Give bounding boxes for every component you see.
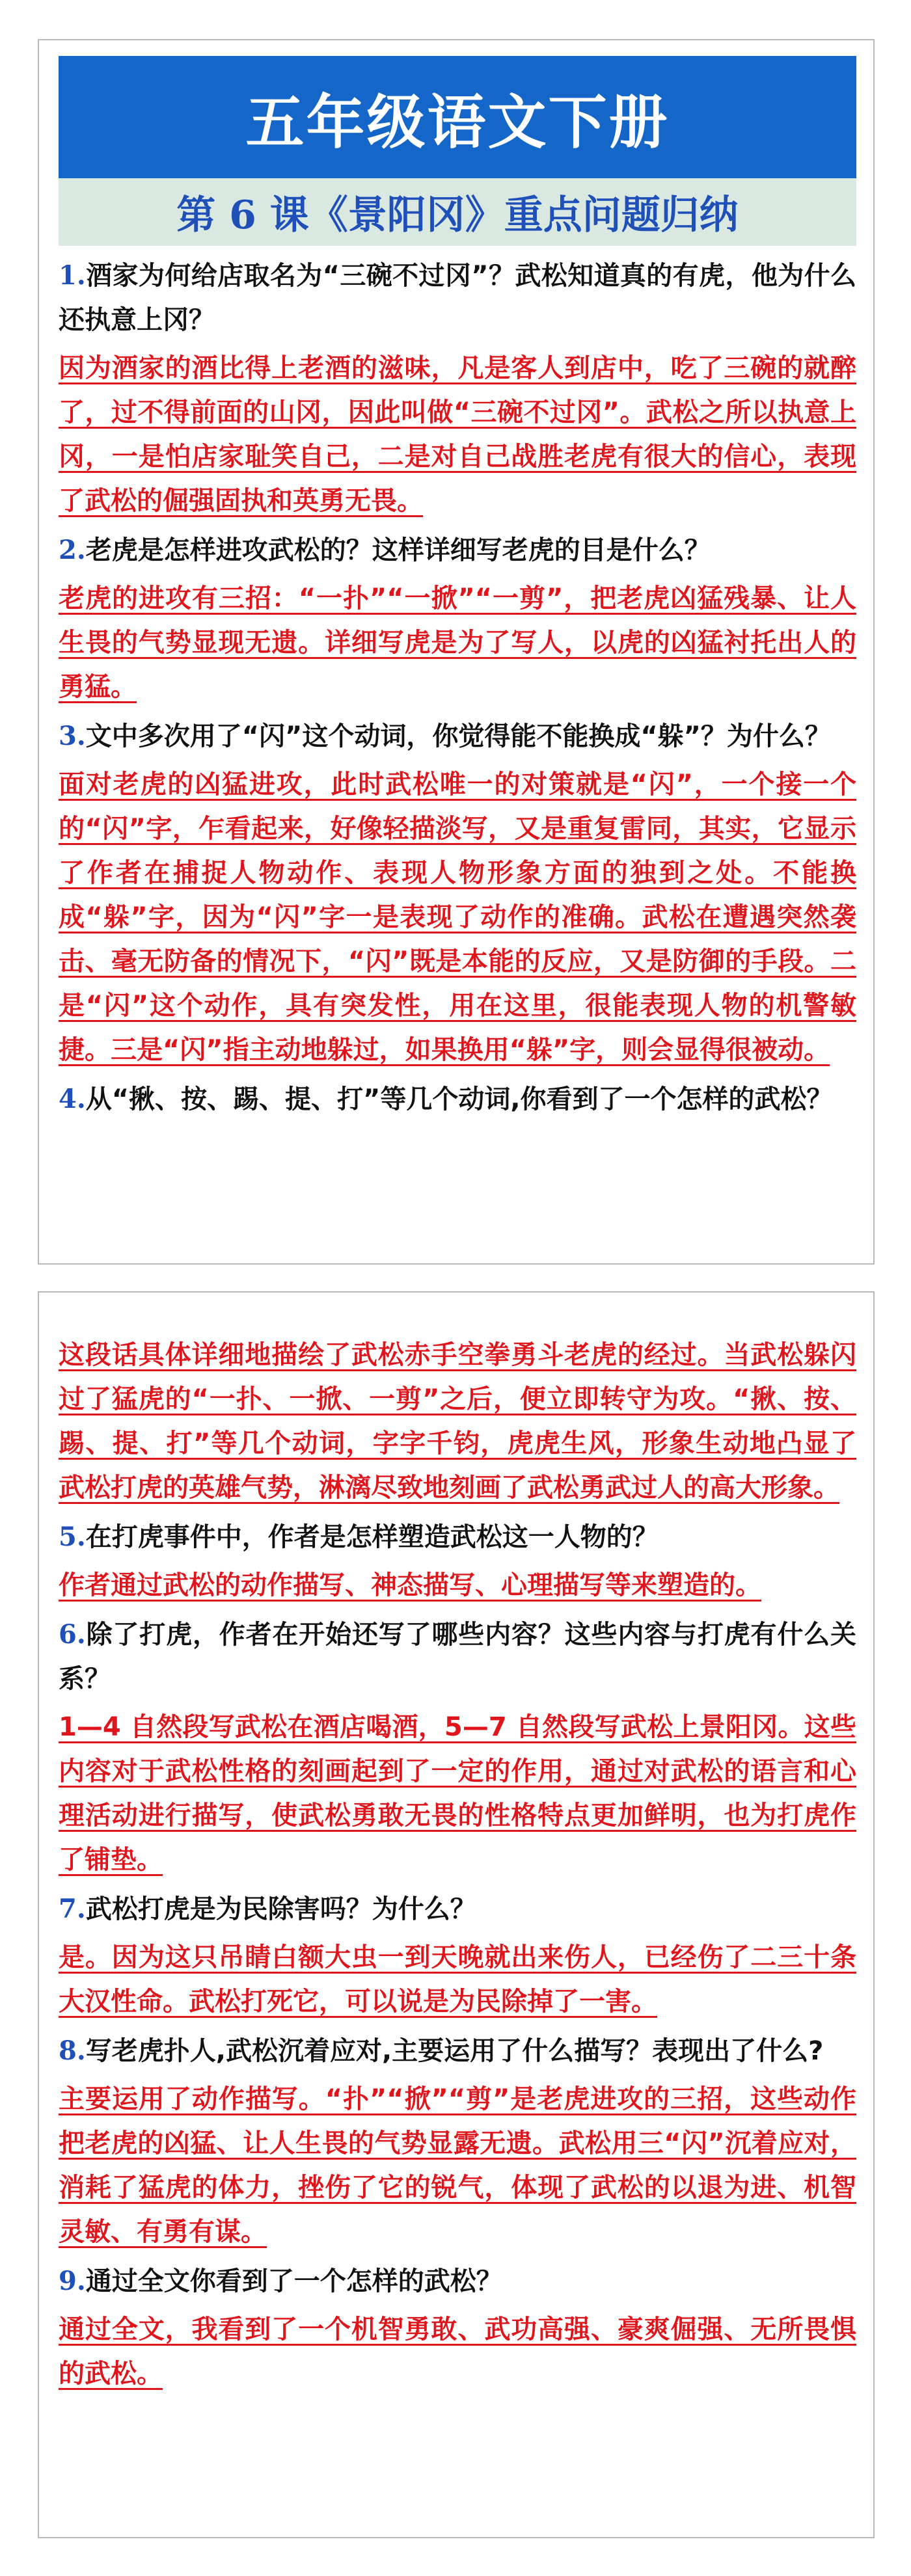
- question-text: 文中多次用了“闪”这个动词，你觉得能不能换成“躲”？为什么？: [85, 721, 831, 751]
- answer-1: [59, 346, 856, 523]
- answer-3: [59, 762, 856, 1072]
- answer-text: 是。因为这只吊睛白额大虫一到天晚就出来伤人，已经伤了二三十条大汉性命。武松打死它，可以说是为民除掉了一害。: [59, 1942, 856, 2017]
- question-text: 写老虎扑人,武松沉着应对,主要运用了什么描写？表现出了什么?: [85, 2036, 824, 2066]
- question-number: 6.: [59, 1619, 86, 1650]
- question-text: 酒家为何给店取名为“三碗不过冈”？武松知道真的有虎，他为什么还执意上冈？: [59, 261, 856, 335]
- question-number: 4.: [59, 1084, 86, 1114]
- qa-list-1: [59, 254, 856, 1125]
- answer-text: 作者通过武松的动作描写、神态描写、心理描写等来塑造的。: [59, 1570, 761, 1600]
- page-title: 五年级语文下册: [59, 56, 856, 178]
- question-text: 从“揪、按、踢、提、打”等几个动词,你看到了一个怎样的武松？: [85, 1084, 833, 1114]
- question-2: [59, 528, 856, 572]
- answer-7: [59, 1935, 856, 2024]
- question-number: 7.: [59, 1894, 86, 1924]
- question-text: 在打虎事件中，作者是怎样塑造武松这一人物的？: [85, 1522, 659, 1552]
- answer-text: 老虎的进攻有三招：“一扑”“一掀”“一剪”，把老虎凶猛残暴、让人生畏的气势显现无遗。详细写虎是为了写人，以虎的凶猛衬托出人的勇猛。: [59, 584, 856, 702]
- answer-2: [59, 576, 856, 709]
- question-5: [59, 1515, 856, 1559]
- question-3: [59, 714, 856, 758]
- question-8: [59, 2029, 856, 2073]
- answer-text: 1—4 自然段写武松在酒店喝酒，5—7 自然段写武松上景阳冈。这些内容对于武松性格的刻画起到了一定的作用，通过对武松的语言和心理活动进行描写，使武松勇敢无畏的性格特点更加鲜明，也为打虎作了铺垫。: [59, 1712, 856, 1875]
- answer-5: [59, 1563, 856, 1607]
- page-card-2: [38, 1291, 875, 2538]
- question-text: 武松打虎是为民除害吗？为什么？: [85, 1894, 476, 1924]
- question-6: [59, 1613, 856, 1701]
- question-1: [59, 254, 856, 342]
- question-number: 2.: [59, 535, 86, 565]
- question-7: [59, 1887, 856, 1931]
- question-text: 通过全文你看到了一个怎样的武松？: [85, 2266, 502, 2296]
- answer-text: 面对老虎的凶猛进攻，此时武松唯一的对策就是“闪”，一个接一个的“闪”字，乍看起来，好像轻描淡写，又是重复雷同，其实，它显示了作者在捕捉人物动作、表现人物形象方面的独到之处。不能换成“躲”字，因为“闪”字一是表现了动作的准确。武松在遭遇突然袭击、毫无防备的情况下，“闪”既是本能的反应，又是防御的手段。二是“闪”这个动作，具有突发性，用在这里，很能表现人物的机警敏捷。三是“闪”指主动地躲过，如果换用“躲”字，则会显得很被动。: [59, 770, 856, 1065]
- answer-8: [59, 2077, 856, 2254]
- question-text: 除了打虎，作者在开始还写了哪些内容？这些内容与打虎有什么关系？: [59, 1620, 856, 1694]
- answer-6: [59, 1705, 856, 1882]
- question-4: [59, 1077, 856, 1121]
- question-number: 3.: [59, 721, 86, 751]
- lesson-subtitle: 第 6 课《景阳冈》重点问题归纳: [59, 178, 856, 246]
- question-number: 1.: [59, 260, 86, 291]
- question-number: 8.: [59, 2035, 86, 2066]
- question-number: 5.: [59, 1522, 86, 1552]
- answer-text: 这段话具体详细地描绘了武松赤手空拳勇斗老虎的经过。当武松躲闪过了猛虎的“一扑、一掀、一剪”之后，便立即转守为攻。“揪、按、踢、提、打”等几个动词，字字千钧，虎虎生风，形象生动地凸显了武松打虎的英雄气势，淋漓尽致地刻画了武松勇武过人的高大形象。: [59, 1340, 856, 1503]
- answer-9: [59, 2307, 856, 2396]
- page-card-1: [38, 39, 875, 1265]
- question-number: 9.: [59, 2266, 86, 2296]
- answer-text: 主要运用了动作描写。“扑”“掀”“剪”是老虎进攻的三招，这些动作把老虎的凶猛、让人生畏的气势显露无遗。武松用三“闪”沉着应对，消耗了猛虎的体力，挫伤了它的锐气，体现了武松的以退为进、机智灵敏、有勇有谋。: [59, 2084, 856, 2247]
- qa-list-2: [59, 1333, 856, 2401]
- answer-4: [59, 1333, 856, 1510]
- answer-text: 因为酒家的酒比得上老酒的滋味，凡是客人到店中，吃了三碗的就醉了，过不得前面的山冈，因此叫做“三碗不过冈”。武松之所以执意上冈，一是怕店家耻笑自己，二是对自己战胜老虎有很大的信心，表现了武松的倔强固执和英勇无畏。: [59, 353, 856, 516]
- question-text: 老虎是怎样进攻武松的？这样详细写老虎的目是什么？: [85, 535, 711, 565]
- question-9: [59, 2259, 856, 2303]
- answer-text: 通过全文，我看到了一个机智勇敢、武功高强、豪爽倔强、无所畏惧的武松。: [59, 2314, 856, 2389]
